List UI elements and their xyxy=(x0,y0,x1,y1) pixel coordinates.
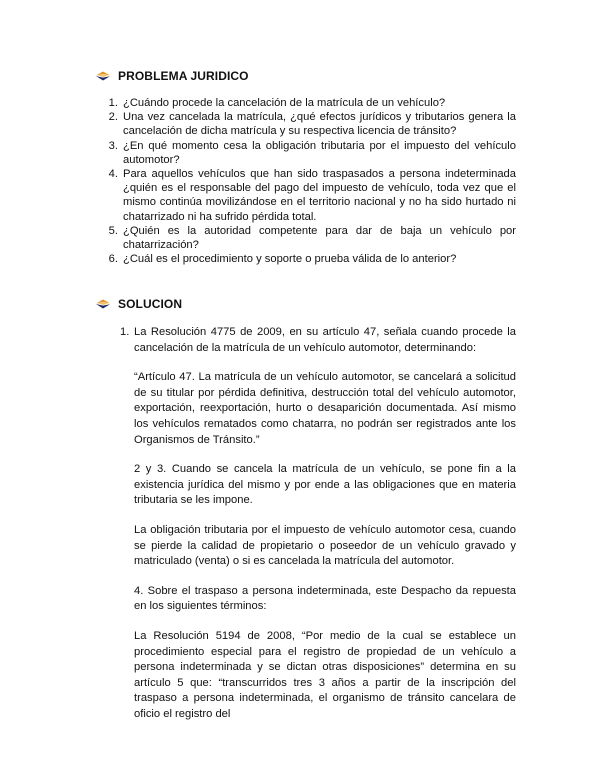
list-item: 5. ¿Quién es la autoridad competente para dar de baja un vehículo por chatarrización? xyxy=(108,224,516,252)
quoted-article: “Artículo 47. La matrícula de un vehículo automotor, se cancelará a solicitud de su titular por pérdida definitiva, destrucción total del vehículo automotor, exportación, reexportación, hurto o desaparición documentada. Así mismo los vehículos rematados como chatarra, no podrán ser registrados ante los Organismos de Tránsito.” xyxy=(134,371,516,446)
list-item: 6. ¿Cuál es el procedimiento y soporte o prueba válida de lo anterior? xyxy=(108,253,457,266)
solution-paragraph: La obligación tributaria por el impuesto de vehículo automotor cesa, cuando se pierde la calidad de propietario o poseedor de un vehículo gravado y matriculado (venta) o si es cancelada la matrícula del automotor. xyxy=(134,523,516,568)
solution-paragraph: 2 y 3. Cuando se cancela la matrícula de un vehículo, se pone fin a la existencia jurídica del mismo y por ende a las obligaciones que en materia tributaria se les impone. xyxy=(134,463,516,507)
heading-problema-juridico xyxy=(96,69,249,83)
heading-text: SOLUCION xyxy=(118,297,183,311)
questions-list xyxy=(96,96,516,266)
solution-number: 1. xyxy=(120,326,130,338)
list-item: 4. Para aquellos vehículos que han sido traspasados a persona indeterminada ¿quién es el responsable del pago del impuesto de vehículo, toda vez que el mismo continúa movilizándose en el territorio nacional y no ha sido hurtado ni chatarrizado ni ha sufrido pérdida total. xyxy=(108,168,516,223)
arrow-bullet-icon xyxy=(96,71,110,81)
arrow-bullet-icon xyxy=(96,299,110,309)
solution-paragraph: 4. Sobre el traspaso a persona indeterminada, este Despacho da repuesta en los siguientes términos: xyxy=(134,584,516,613)
list-item: 2. Una vez cancelada la matrícula, ¿qué efectos jurídicos y tributarios genera la cancelación de dicha matrícula y su respectiva licencia de tránsito? xyxy=(108,111,516,138)
heading-solucion xyxy=(96,297,182,311)
solution-body xyxy=(120,325,516,736)
solution-paragraph: La Resolución 5194 de 2008, “Por medio de la cual se establece un procedimiento especial para el registro de propiedad de un vehículo a persona indeterminada y se dictan otras disposiciones” determina en su artículo 5 que: “transcurridos tres 3 años a partir de la inscripción del traspaso a persona indeterminada, el organismo de tránsito cancelara de oficio el registro del xyxy=(134,629,516,720)
solution-paragraph: La Resolución 4775 de 2009, en su artículo 47, señala cuando procede la cancelación de la matrícula de un vehículo automotor, determinando: xyxy=(134,326,516,354)
heading-text: PROBLEMA JURIDICO xyxy=(118,69,249,83)
list-item: 1. ¿Cuándo procede la cancelación de la matrícula de un vehículo? xyxy=(108,97,446,109)
list-item: 3. ¿En qué momento cesa la obligación tributaria por el impuesto del vehículo automotor? xyxy=(108,139,516,166)
